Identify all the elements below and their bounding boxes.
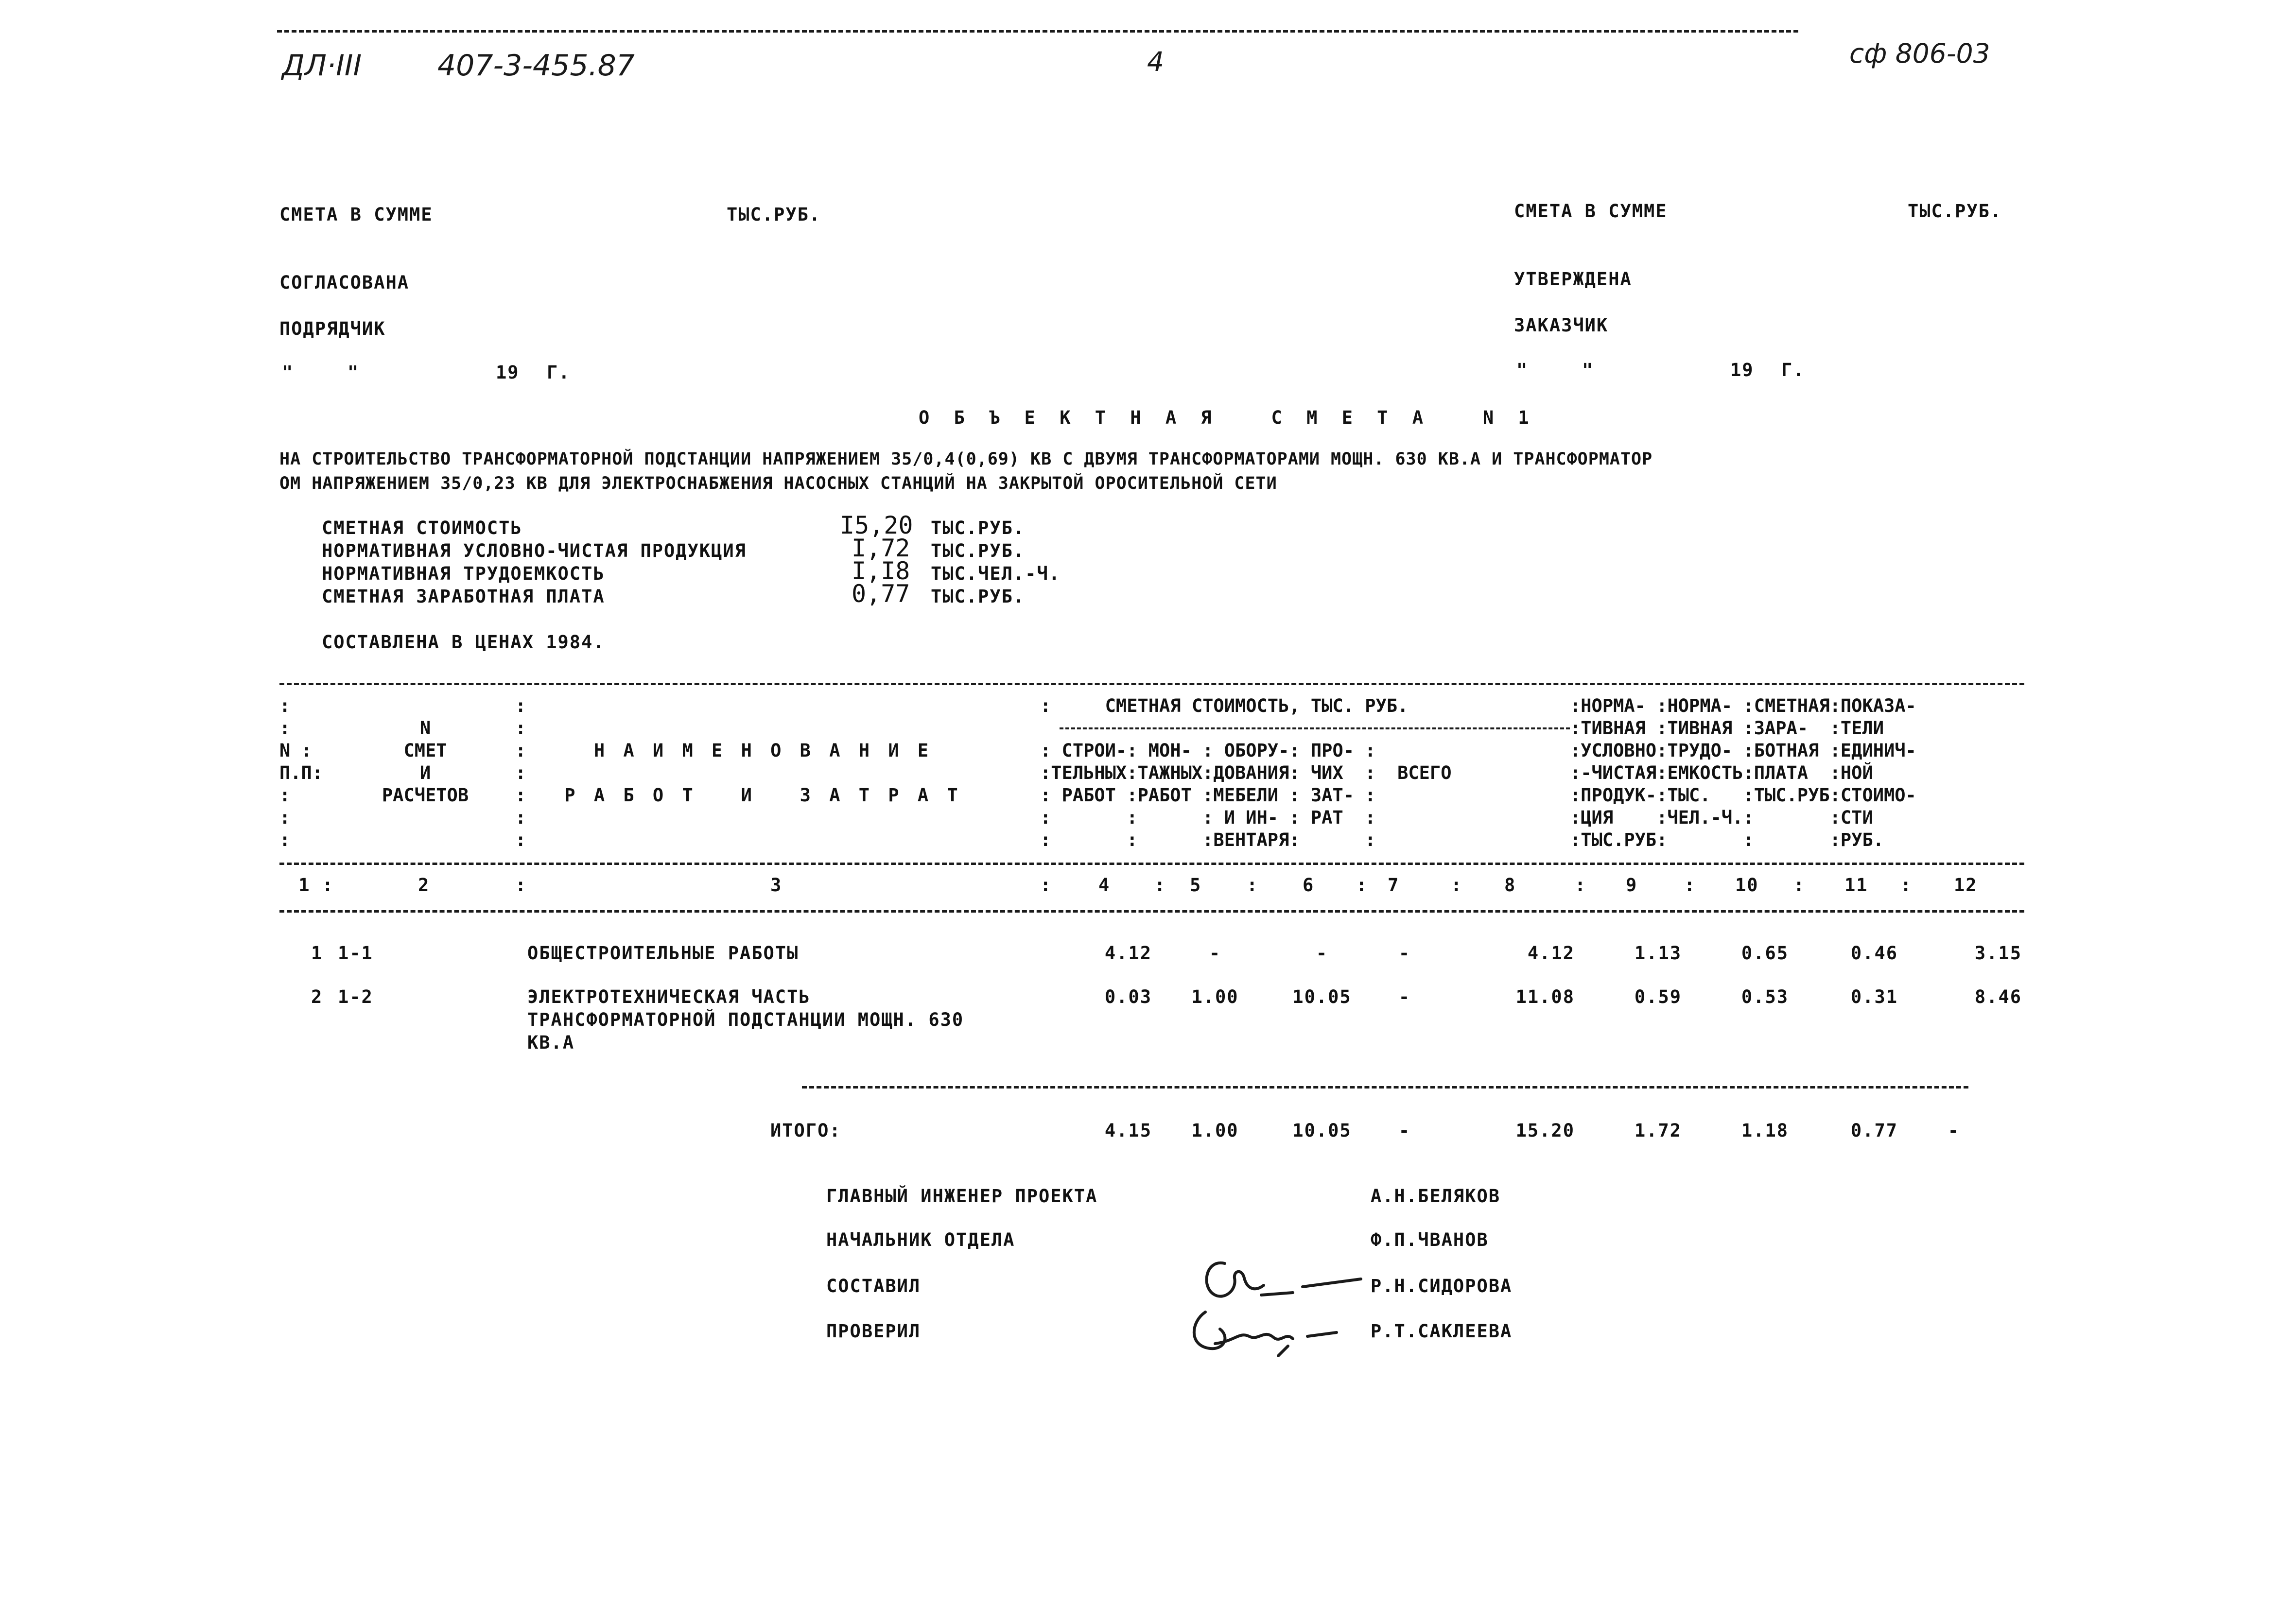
header-cost-group: : СМЕТНАЯ СТОИМОСТЬ, ТЫС. РУБ.: [1040, 695, 1409, 716]
cell-c6: 10.05: [1292, 986, 1352, 1007]
row-name-line: КВ.А: [527, 1032, 575, 1053]
signature-role: ГЛАВНЫЙ ИНЖЕНЕР ПРОЕКТА: [826, 1186, 1098, 1207]
stamp-code: сф 806-03: [1849, 38, 1990, 69]
document-title: О Б Ъ Е К Т Н А Я С М Е Т А N 1: [919, 407, 1536, 428]
left-smeta-units: ТЫС.РУБ.: [727, 204, 821, 225]
project-number: 407-3-455.87: [437, 49, 635, 83]
summary-value: I5,20: [840, 511, 913, 539]
left-date-year: 19: [496, 362, 520, 383]
summary-value: 0,77: [852, 580, 910, 608]
col-number: 6: [1303, 875, 1315, 896]
right-date-year: 19: [1730, 360, 1754, 380]
row-name-line: ЭЛЕКТРОТЕХНИЧЕСКАЯ ЧАСТЬ: [527, 986, 811, 1007]
col-number: 8: [1504, 875, 1516, 896]
signature-name: Ф.П.ЧВАНОВ: [1371, 1229, 1489, 1250]
cell-c9: 0.59: [1634, 986, 1682, 1007]
cell-c8: 11.08: [1515, 986, 1575, 1007]
header-col-smet: N СМЕТ И РАСЧЕТОВ: [382, 718, 469, 806]
row-smeta: 1-1: [338, 943, 373, 964]
table-top-rule: [279, 683, 2024, 685]
col-number: 10: [1735, 875, 1759, 896]
cell-c4: 4.12: [1104, 943, 1152, 964]
cell-c7: -: [1398, 986, 1411, 1007]
customer-label: ЗАКАЗЧИК: [1514, 315, 1609, 336]
col-number: :: [1684, 875, 1696, 896]
row-number: 1: [311, 943, 323, 964]
total-c11: 0.77: [1850, 1120, 1898, 1141]
header-bottom-rule: [279, 863, 2024, 865]
cell-c11: 0.31: [1850, 986, 1898, 1007]
row-name-line: ОБЩЕСТРОИТЕЛЬНЫЕ РАБОТЫ: [527, 943, 799, 964]
signature-name: А.Н.БЕЛЯКОВ: [1371, 1186, 1501, 1207]
total-c10: 1.18: [1741, 1120, 1789, 1141]
total-c4: 4.15: [1104, 1120, 1152, 1141]
sheet-code: ДЛ·III: [282, 49, 362, 83]
right-smeta-sum-label: СМЕТА В СУММЕ: [1514, 201, 1668, 222]
col-number: 12: [1954, 875, 1978, 896]
summary-label: НОРМАТИВНАЯ УСЛОВНО-ЧИСТАЯ ПРОДУКЦИЯ: [322, 540, 747, 561]
total-c8: 15.20: [1515, 1120, 1575, 1141]
col-number: :: [515, 875, 527, 896]
contractor-label: ПОДРЯДЧИК: [279, 318, 386, 339]
agreed-label: СОГЛАСОВАНА: [279, 272, 410, 293]
signature-role: ПРОВЕРИЛ: [826, 1321, 921, 1342]
header-right-columns: :НОРМА- :НОРМА- :СМЕТНАЯ:ПОКАЗА- :ТИВНАЯ :ТИВНАЯ :ЗАРА- :ТЕЛИ :УСЛОВНО:ТРУДО- :БОТНАЯ :ЕДИНИЧ- :-ЧИСТАЯ:ЕМКОСТЬ:ПЛАТА :НОЙ :ПРОДУК-:ТЫС. :ТЫС.РУБ:СТОИМО- :ЦИЯ :ЧЕЛ.-Ч.: :СТИ :ТЫС.РУБ: : :РУБ.: [1570, 695, 1916, 850]
col-number: :: [1356, 875, 1368, 896]
approved-label: УТВЕРЖДЕНА: [1514, 269, 1632, 290]
cell-c4: 0.03: [1104, 986, 1152, 1007]
summary-label: НОРМАТИВНАЯ ТРУДОЕМКОСТЬ: [322, 563, 605, 584]
numbers-bottom-rule: [279, 910, 2024, 913]
cell-c6: -: [1316, 943, 1328, 964]
left-date-g: Г.: [547, 362, 571, 383]
cell-c8: 4.12: [1527, 943, 1575, 964]
col-number: :: [1154, 875, 1166, 896]
prices-note: СОСТАВЛЕНА В ЦЕНАХ 1984.: [322, 632, 605, 653]
summary-value: I,I8: [852, 557, 910, 585]
col-number: :: [1900, 875, 1913, 896]
col-number: 1 :: [287, 875, 334, 896]
col-number: :: [1247, 875, 1259, 896]
header-cost-divider: [1060, 727, 1570, 729]
left-smeta-sum-label: СМЕТА В СУММЕ: [279, 204, 433, 225]
signature-name: Р.Н.СИДОРОВА: [1371, 1276, 1513, 1296]
cell-c12: 8.46: [1974, 986, 2022, 1007]
cell-c11: 0.46: [1850, 943, 1898, 964]
total-c12: -: [1948, 1120, 1960, 1141]
total-c6: 10.05: [1292, 1120, 1352, 1141]
right-date-quote-1: ": [1516, 360, 1529, 380]
col-number: :: [1793, 875, 1806, 896]
cell-c7: -: [1398, 943, 1411, 964]
summary-unit: ТЫС.РУБ.: [931, 518, 1026, 538]
cell-c12: 3.15: [1974, 943, 2022, 964]
header-cost-columns: : СТРОИ-: МОН- : ОБОРУ-: ПРО- : :ТЕЛЬНЫХ:ТАЖНЫХ:ДОВАНИЯ: ЧИХ : ВСЕГО : РАБОТ :РАБОТ :МЕБЕЛИ : ЗАТ- : : : : И ИН- : РАТ : : : :ВЕНТАРЯ: :: [1040, 740, 1452, 850]
right-date-quote-2: ": [1582, 360, 1594, 380]
col-number: :: [1040, 875, 1052, 896]
header-col-name: Н А И М Е Н О В А Н И Е Р А Б О Т И З А Т Р А Т: [564, 740, 962, 806]
cell-c5: -: [1209, 943, 1221, 964]
col-number: 7: [1388, 875, 1400, 896]
summary-label: СМЕТНАЯ ЗАРАБОТНАЯ ПЛАТА: [322, 586, 605, 607]
total-c5: 1.00: [1191, 1120, 1239, 1141]
col-number: 2: [418, 875, 430, 896]
left-date-quote-2: ": [348, 362, 360, 383]
col-number: 5: [1190, 875, 1202, 896]
total-c7: -: [1398, 1120, 1411, 1141]
summary-unit: ТЫС.РУБ.: [931, 586, 1026, 607]
top-rule: [277, 30, 1798, 33]
right-date-g: Г.: [1781, 360, 1805, 380]
summary-unit: ТЫС.РУБ.: [931, 540, 1026, 561]
row-name-line: ТРАНСФОРМАТОРНОЙ ПОДСТАНЦИИ МОЩН. 630: [527, 1009, 964, 1030]
col-number: 3: [770, 875, 783, 896]
cell-c10: 0.65: [1741, 943, 1789, 964]
summary-value: I,72: [852, 534, 910, 562]
total-label: ИТОГО:: [770, 1120, 841, 1141]
cell-c10: 0.53: [1741, 986, 1789, 1007]
header-col-np: : : N : П.П: : : :: [279, 695, 323, 850]
signature-role: НАЧАЛЬНИК ОТДЕЛА: [826, 1229, 1015, 1250]
signature-name: Р.Т.САКЛЕЕВА: [1371, 1321, 1513, 1342]
description-line-2: ОМ НАПРЯЖЕНИЕМ 35/0,23 КВ ДЛЯ ЭЛЕКТРОСНАБЖЕНИЯ НАСОСНЫХ СТАНЦИЙ НА ЗАКРЫТОЙ ОРОСИТЕЛЬНОЙ СЕТИ: [279, 474, 1277, 493]
summary-unit: ТЫС.ЧЕЛ.-Ч.: [931, 563, 1061, 584]
right-smeta-units: ТЫС.РУБ.: [1908, 201, 2002, 222]
row-number: 2: [311, 986, 323, 1007]
description-line-1: НА СТРОИТЕЛЬСТВО ТРАНСФОРМАТОРНОЙ ПОДСТАНЦИИ НАПРЯЖЕНИЕМ 35/0,4(0,69) КВ С ДВУМЯ ТРАНСФОРМАТОРАМИ МОЩН. 630 КВ.А И ТРАНСФОРМАТОР: [279, 449, 1653, 469]
summary-label: СМЕТНАЯ СТОИМОСТЬ: [322, 518, 522, 538]
header-col-smet-separator: : : : : : : :: [515, 695, 526, 850]
cell-c5: 1.00: [1191, 986, 1239, 1007]
cell-c9: 1.13: [1634, 943, 1682, 964]
page-number: 4: [1147, 46, 1164, 77]
handwritten-signature-checker: [1181, 1302, 1341, 1361]
left-date-quote-1: ": [282, 362, 294, 383]
col-number: 9: [1626, 875, 1638, 896]
col-number: 4: [1098, 875, 1111, 896]
total-c9: 1.72: [1634, 1120, 1682, 1141]
col-number: :: [1451, 875, 1463, 896]
col-number: :: [1575, 875, 1587, 896]
col-number: 11: [1844, 875, 1868, 896]
row-smeta: 1-2: [338, 986, 373, 1007]
signature-role: СОСТАВИЛ: [826, 1276, 921, 1296]
total-rule: [802, 1086, 1968, 1089]
